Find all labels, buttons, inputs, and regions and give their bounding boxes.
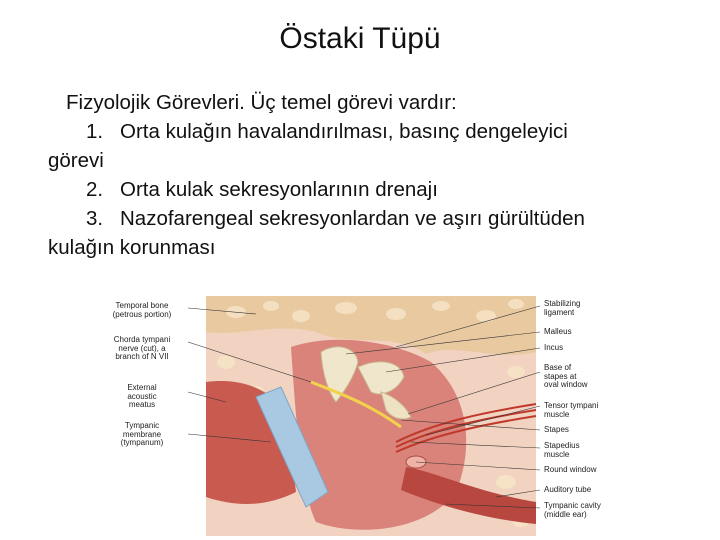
label-chorda-tympani: Chorda tympani nerve (cut), a branch of N VII [113, 335, 171, 361]
list-item [48, 204, 688, 233]
label-round-window: Round window [544, 465, 597, 474]
slide-body [48, 88, 688, 262]
label-incus: Incus [544, 343, 564, 352]
label-temporal-bone: Temporal bone (petrous portion) [112, 301, 172, 319]
intro-line: Fizyolojik Görevleri. Üç temel görevi vardır: [66, 91, 457, 114]
item-continuation: görevi [48, 149, 104, 172]
list-item [48, 117, 688, 146]
item-number: 2. [86, 178, 104, 201]
ear-anatomy-figure [96, 292, 628, 540]
item-continuation: kulağın korunması [48, 236, 216, 259]
list-item [48, 175, 688, 204]
label-tympanic-membrane: Tympanic membrane (tympanum) [120, 421, 164, 447]
label-stapes: Stapes [544, 425, 569, 434]
label-external-acoustic-meatus: External acoustic meatus [127, 383, 157, 409]
slide-title: Östaki Tüpü [279, 22, 441, 55]
item-text: Orta kulağın havalandırılması, basınç dengeleyici [120, 120, 568, 143]
label-stapedius-muscle: Stapedius muscle [544, 441, 580, 459]
item-number: 1. [86, 120, 104, 143]
label-malleus: Malleus [544, 327, 572, 336]
label-tympanic-cavity: Tympanic cavity (middle ear) [544, 501, 601, 519]
label-base-of-stapes: Base of stapes at oval window [544, 363, 588, 389]
item-text: Orta kulak sekresyonlarının drenajı [120, 178, 438, 201]
label-stabilizing-ligament: Stabilizing ligament [544, 299, 581, 317]
item-number: 3. [86, 207, 104, 230]
label-auditory-tube: Auditory tube [544, 485, 592, 494]
label-tensor-tympani: Tensor tympani muscle [544, 401, 599, 419]
item-text: Nazofarengeal sekresyonlardan ve aşırı gürültüden [120, 207, 585, 230]
